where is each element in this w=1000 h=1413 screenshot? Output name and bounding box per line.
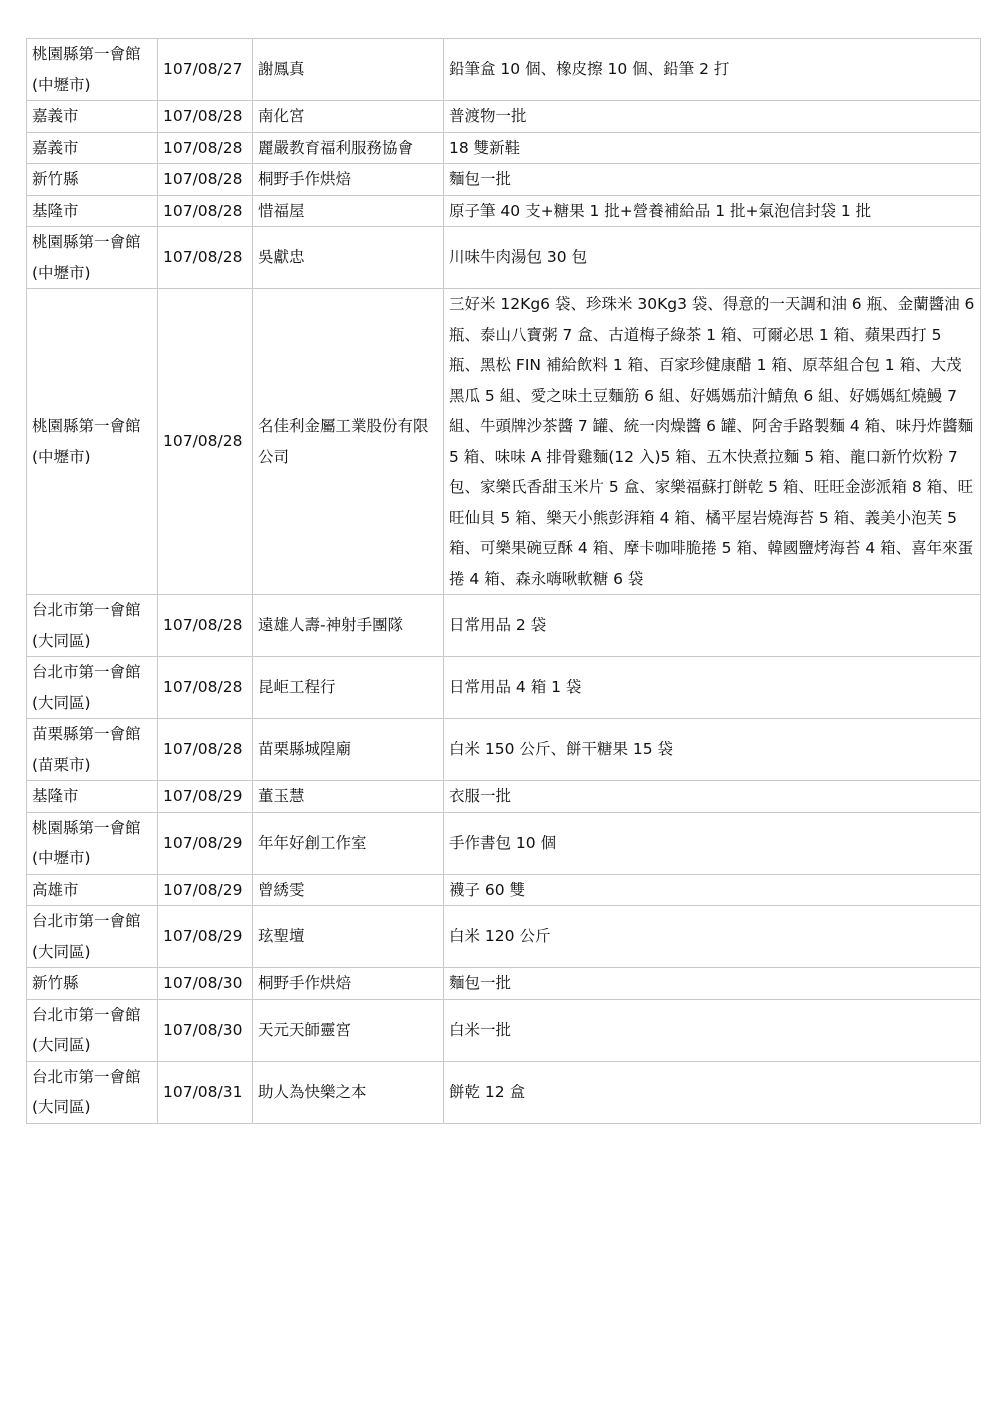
donor-cell: 曾綉雯	[253, 874, 444, 906]
location-cell: 基隆市	[27, 195, 158, 227]
location-cell: 台北市第一會館(大同區)	[27, 906, 158, 968]
location-cell: 苗栗縣第一會館(苗栗市)	[27, 719, 158, 781]
date-cell: 107/08/29	[158, 781, 253, 813]
location-cell: 桃園縣第一會館(中壢市)	[27, 39, 158, 101]
donor-cell: 苗栗縣城隍廟	[253, 719, 444, 781]
location-cell: 桃園縣第一會館(中壢市)	[27, 227, 158, 289]
donor-cell: 名佳利金屬工業股份有限公司	[253, 289, 444, 595]
location-cell: 高雄市	[27, 874, 158, 906]
table-row	[27, 39, 981, 101]
donation-table-body	[27, 39, 981, 1124]
date-cell: 107/08/28	[158, 595, 253, 657]
donor-cell: 天元天師靈宮	[253, 999, 444, 1061]
table-row	[27, 719, 981, 781]
date-cell: 107/08/28	[158, 101, 253, 133]
donated-items-cell: 衣服一批	[444, 781, 981, 813]
donor-cell: 惜福屋	[253, 195, 444, 227]
date-cell: 107/08/28	[158, 132, 253, 164]
table-row	[27, 227, 981, 289]
donated-items-cell: 川味牛肉湯包 30 包	[444, 227, 981, 289]
date-cell: 107/08/30	[158, 968, 253, 1000]
date-cell: 107/08/28	[158, 227, 253, 289]
location-cell: 桃園縣第一會館(中壢市)	[27, 812, 158, 874]
table-row	[27, 812, 981, 874]
donated-items-cell: 三好米 12Kg6 袋、珍珠米 30Kg3 袋、得意的一天調和油 6 瓶、金蘭醬油 6 瓶、泰山八寶粥 7 盒、古道梅子綠茶 1 箱、可爾必思 1 箱、蘋果西打 5 瓶、黑松 FIN 補給飲料 1 箱、百家珍健康醋 1 箱、原萃組合包 1 箱、大茂黑瓜 5 組、愛之味土豆麵筋 6 組、好媽媽茄汁鯖魚 6 組、好媽媽紅燒鰻 7 組、牛頭牌沙茶醬 7 罐、統一肉燥醬 6 罐、阿舍手路製麵 4 箱、味丹炸醬麵 5 箱、味味 A 排骨雞麵(12 入)5 箱、五木快煮拉麵 5 箱、龍口新竹炊粉 7 包、家樂氏香甜玉米片 5 盒、家樂福蘇打餅乾 5 箱、旺旺金澎派箱 8 箱、旺旺仙貝 5 箱、樂天小熊彭湃箱 4 箱、橘平屋岩燒海苔 5 箱、義美小泡芙 5 箱、可樂果碗豆酥 4 箱、摩卡咖啡脆捲 5 箱、韓國鹽烤海苔 4 箱、喜年來蛋捲 4 箱、森永嗨啾軟糖 6 袋	[444, 289, 981, 595]
table-row	[27, 595, 981, 657]
donated-items-cell: 白米一批	[444, 999, 981, 1061]
table-row	[27, 999, 981, 1061]
donated-items-cell: 18 雙新鞋	[444, 132, 981, 164]
table-row	[27, 1061, 981, 1123]
donor-cell: 遠雄人壽-神射手團隊	[253, 595, 444, 657]
donated-items-cell: 手作書包 10 個	[444, 812, 981, 874]
table-row	[27, 289, 981, 595]
donated-items-cell: 普渡物一批	[444, 101, 981, 133]
table-row	[27, 906, 981, 968]
location-cell: 台北市第一會館(大同區)	[27, 657, 158, 719]
date-cell: 107/08/28	[158, 289, 253, 595]
location-cell: 嘉義市	[27, 132, 158, 164]
donor-cell: 吳獻忠	[253, 227, 444, 289]
date-cell: 107/08/30	[158, 999, 253, 1061]
donor-cell: 助人為快樂之本	[253, 1061, 444, 1123]
donation-record-sheet	[26, 38, 980, 1124]
donation-table	[26, 38, 981, 1124]
table-row	[27, 874, 981, 906]
table-row	[27, 657, 981, 719]
donor-cell: 昆岠工程行	[253, 657, 444, 719]
donor-cell: 桐野手作烘焙	[253, 968, 444, 1000]
table-row	[27, 781, 981, 813]
donated-items-cell: 原子筆 40 支+糖果 1 批+營養補給品 1 批+氣泡信封袋 1 批	[444, 195, 981, 227]
table-row	[27, 164, 981, 196]
date-cell: 107/08/28	[158, 719, 253, 781]
location-cell: 基隆市	[27, 781, 158, 813]
date-cell: 107/08/28	[158, 657, 253, 719]
donated-items-cell: 白米 120 公斤	[444, 906, 981, 968]
donor-cell: 桐野手作烘焙	[253, 164, 444, 196]
donor-cell: 謝鳳真	[253, 39, 444, 101]
date-cell: 107/08/31	[158, 1061, 253, 1123]
location-cell: 桃園縣第一會館(中壢市)	[27, 289, 158, 595]
location-cell: 台北市第一會館(大同區)	[27, 595, 158, 657]
table-row	[27, 132, 981, 164]
donor-cell: 年年好創工作室	[253, 812, 444, 874]
location-cell: 台北市第一會館(大同區)	[27, 999, 158, 1061]
donor-cell: 玹聖壇	[253, 906, 444, 968]
table-row	[27, 195, 981, 227]
donor-cell: 董玉慧	[253, 781, 444, 813]
date-cell: 107/08/28	[158, 195, 253, 227]
donated-items-cell: 襪子 60 雙	[444, 874, 981, 906]
location-cell: 嘉義市	[27, 101, 158, 133]
donated-items-cell: 白米 150 公斤、餅干糖果 15 袋	[444, 719, 981, 781]
donor-cell: 南化宮	[253, 101, 444, 133]
date-cell: 107/08/28	[158, 164, 253, 196]
table-row	[27, 101, 981, 133]
location-cell: 台北市第一會館(大同區)	[27, 1061, 158, 1123]
donated-items-cell: 麵包一批	[444, 968, 981, 1000]
date-cell: 107/08/29	[158, 906, 253, 968]
date-cell: 107/08/29	[158, 812, 253, 874]
donated-items-cell: 日常用品 2 袋	[444, 595, 981, 657]
donated-items-cell: 餅乾 12 盒	[444, 1061, 981, 1123]
date-cell: 107/08/29	[158, 874, 253, 906]
donated-items-cell: 麵包一批	[444, 164, 981, 196]
donor-cell: 麗嚴教育福利服務協會	[253, 132, 444, 164]
date-cell: 107/08/27	[158, 39, 253, 101]
location-cell: 新竹縣	[27, 164, 158, 196]
location-cell: 新竹縣	[27, 968, 158, 1000]
donated-items-cell: 鉛筆盒 10 個、橡皮擦 10 個、鉛筆 2 打	[444, 39, 981, 101]
donated-items-cell: 日常用品 4 箱 1 袋	[444, 657, 981, 719]
table-row	[27, 968, 981, 1000]
